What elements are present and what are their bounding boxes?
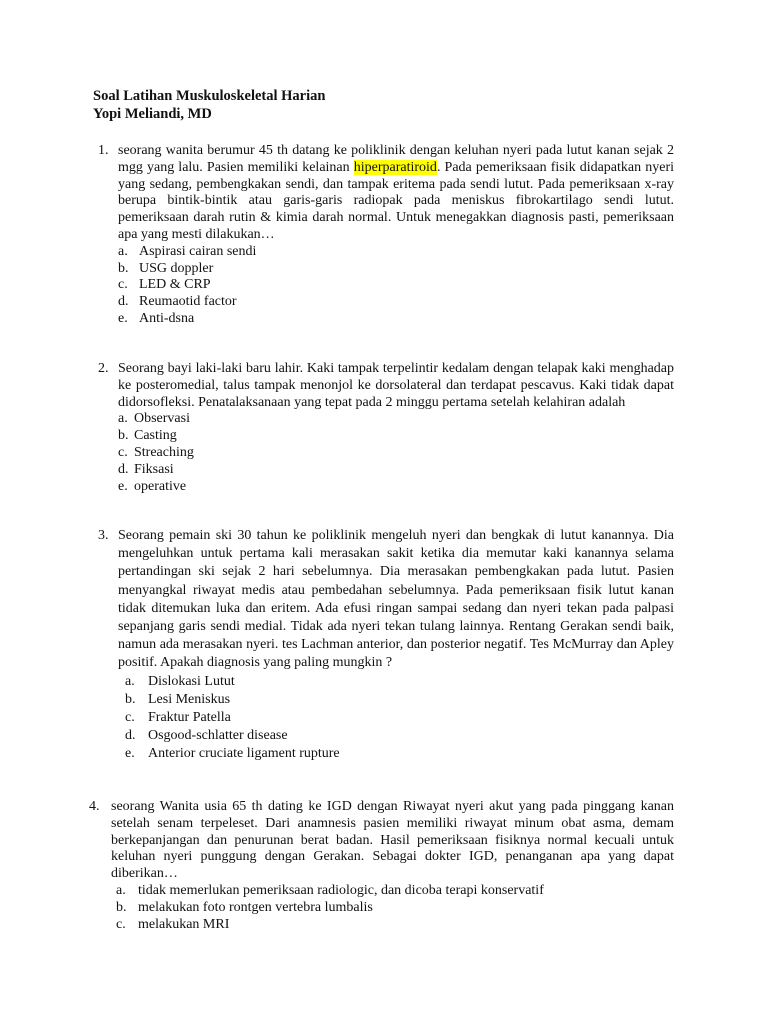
question-2: [98, 361, 674, 495]
option-d: [118, 294, 674, 311]
option-text: Observasi: [134, 411, 190, 427]
option-label: a.: [116, 882, 126, 898]
option-label: b.: [118, 260, 129, 276]
option-label: b.: [125, 691, 136, 707]
option-e: [118, 479, 674, 496]
option-label: a.: [118, 243, 128, 259]
option-label: a.: [125, 673, 135, 689]
question-4: [89, 799, 674, 933]
option-label: b.: [118, 428, 129, 444]
option-text: Aspirasi cairan sendi: [139, 243, 257, 259]
option-label: d.: [118, 461, 129, 477]
option-text: tidak memerlukan pemeriksaan radiologic, dan dicoba terapi konservatif: [138, 882, 544, 898]
option-text: Dislokasi Lutut: [148, 673, 235, 689]
option-text: USG doppler: [139, 260, 214, 276]
question-number: 4.: [89, 799, 100, 814]
option-c: [118, 277, 674, 294]
option-text: Fraktur Patella: [148, 710, 231, 726]
option-list: [118, 673, 674, 764]
option-text: Lesi Meniskus: [148, 691, 231, 707]
question-number: 3.: [98, 528, 109, 543]
option-b: [118, 261, 674, 278]
question-number: 2.: [98, 361, 109, 376]
option-text: Anti-dsna: [139, 310, 195, 326]
option-text: Anterior cruciate ligament rupture: [148, 746, 340, 762]
option-a: [125, 673, 674, 691]
question-text-part: . Pada pemeriksaan fisik didapatkan nyeri yang sedang, pembengkakan sendi, dan tampak eritema pada sendi lutut. Pada pemeriksaan x-ray berupa bintik-bintik atau garis-garis radiopak pada meniskus fibrokartilago sendi lutut. pemeriksaan darah rutin & kimia darah normal. Untuk menegakkan diagnosis pasti, pemeriksaan apa yang mesti dilakukan…: [118, 159, 674, 242]
document-title: Soal Latihan Muskuloskeletal Harian: [93, 88, 326, 104]
question-1: [98, 143, 674, 328]
option-d: [125, 727, 674, 745]
option-label: b.: [116, 899, 127, 915]
question-text: seorang Wanita usia 65 th dating ke IGD dengan Riwayat nyeri akut yang pada pinggang kanan setelah senam terpeleset. Dari anamnesis pasien memiliki riwayat minum obat asma, demam berkepanjangan dan penurunan berat badan. Hasil pemeriksaan fisiknya normal kecuali untuk keluhan nyeri punggung dengan Gerakan. Sebagai dokter IGD, penanganan apa yang dapat diberikan…: [111, 799, 674, 882]
document-author: Yopi Meliandi, MD: [93, 106, 212, 122]
option-list: [111, 883, 674, 933]
option-e: [125, 745, 674, 763]
option-text: Streaching: [134, 444, 194, 460]
option-label: c.: [118, 277, 128, 293]
document-header: [93, 87, 325, 123]
option-b: [125, 691, 674, 709]
option-label: e.: [125, 746, 135, 762]
option-list: [118, 244, 674, 328]
question-text: [118, 143, 674, 244]
option-list: [118, 411, 674, 495]
question-text: Seorang bayi laki-laki baru lahir. Kaki tampak terpelintir kedalam dengan telapak kaki menghadap ke posteromedial, talus tampak menonjol ke dorsolateral dan terdapat pescavus. Kaki tidak dapat didorsofleksi. Penatalaksanaan yang tepat pada 2 minggu pertama setelah kelahiran adalah: [118, 361, 674, 410]
option-d: [118, 462, 674, 479]
option-label: c.: [118, 444, 128, 460]
option-label: e.: [118, 310, 128, 326]
question-number: 1.: [98, 143, 109, 158]
option-text: Casting: [134, 428, 177, 444]
question-text-part: seorang wanita berumur 45 th datang ke poliklinik dengan keluhan nyeri pada lutut kanan sejak 2 mgg yang lalu. Pasien memiliki kelainan: [118, 143, 674, 175]
question-3: [98, 527, 674, 764]
option-c: [118, 445, 674, 462]
option-b: [118, 428, 674, 445]
option-text: Osgood-schlatter disease: [148, 728, 288, 744]
option-text: Reumaotid factor: [139, 294, 237, 310]
option-text: Fiksasi: [134, 461, 174, 477]
option-text: operative: [134, 478, 187, 494]
option-c: [116, 917, 674, 934]
option-a: [116, 883, 674, 900]
option-label: a.: [118, 411, 128, 427]
option-b: [116, 900, 674, 917]
option-text: melakukan foto rontgen vertebra lumbalis: [138, 899, 373, 915]
option-label: d.: [125, 728, 136, 744]
option-a: [118, 244, 674, 261]
option-label: d.: [118, 294, 129, 310]
option-e: [118, 311, 674, 328]
option-text: LED & CRP: [139, 277, 211, 293]
option-label: c.: [125, 710, 135, 726]
option-label: c.: [116, 916, 126, 932]
option-label: e.: [118, 478, 128, 494]
option-c: [125, 709, 674, 727]
highlighted-term: hiperparatiroid: [353, 159, 437, 175]
question-text: Seorang pemain ski 30 tahun ke poliklinik mengeluh nyeri dan bengkak di lutut kanannya. Dia mengeluhkan untuk pertama kali merasakan sakit ketika dia memutar kaki kanannya selama pertandingan ski sejak 2 hari sebelumnya. Dia merasakan pembengkakan pada lutut. Pasien menyangkal riwayat medis atau pembedahan sebelumnya. Pada pemeriksaan fisik lutut kanan tidak ditemukan luka dan eritem. Ada efusi ringan sampai sedang dan nyeri tekan pada palpasi sepanjang garis sendi medial. Tidak ada nyeri tekan tulang lainnya. Rentang Gerakan sendi baik, namun ada merasakan nyeri. tes Lachman anterior, dan posterior negatif. Tes McMurray dan Apley positif. Apakah diagnosis yang paling mungkin ?: [118, 528, 674, 671]
option-a: [118, 411, 674, 428]
option-text: melakukan MRI: [138, 916, 230, 932]
